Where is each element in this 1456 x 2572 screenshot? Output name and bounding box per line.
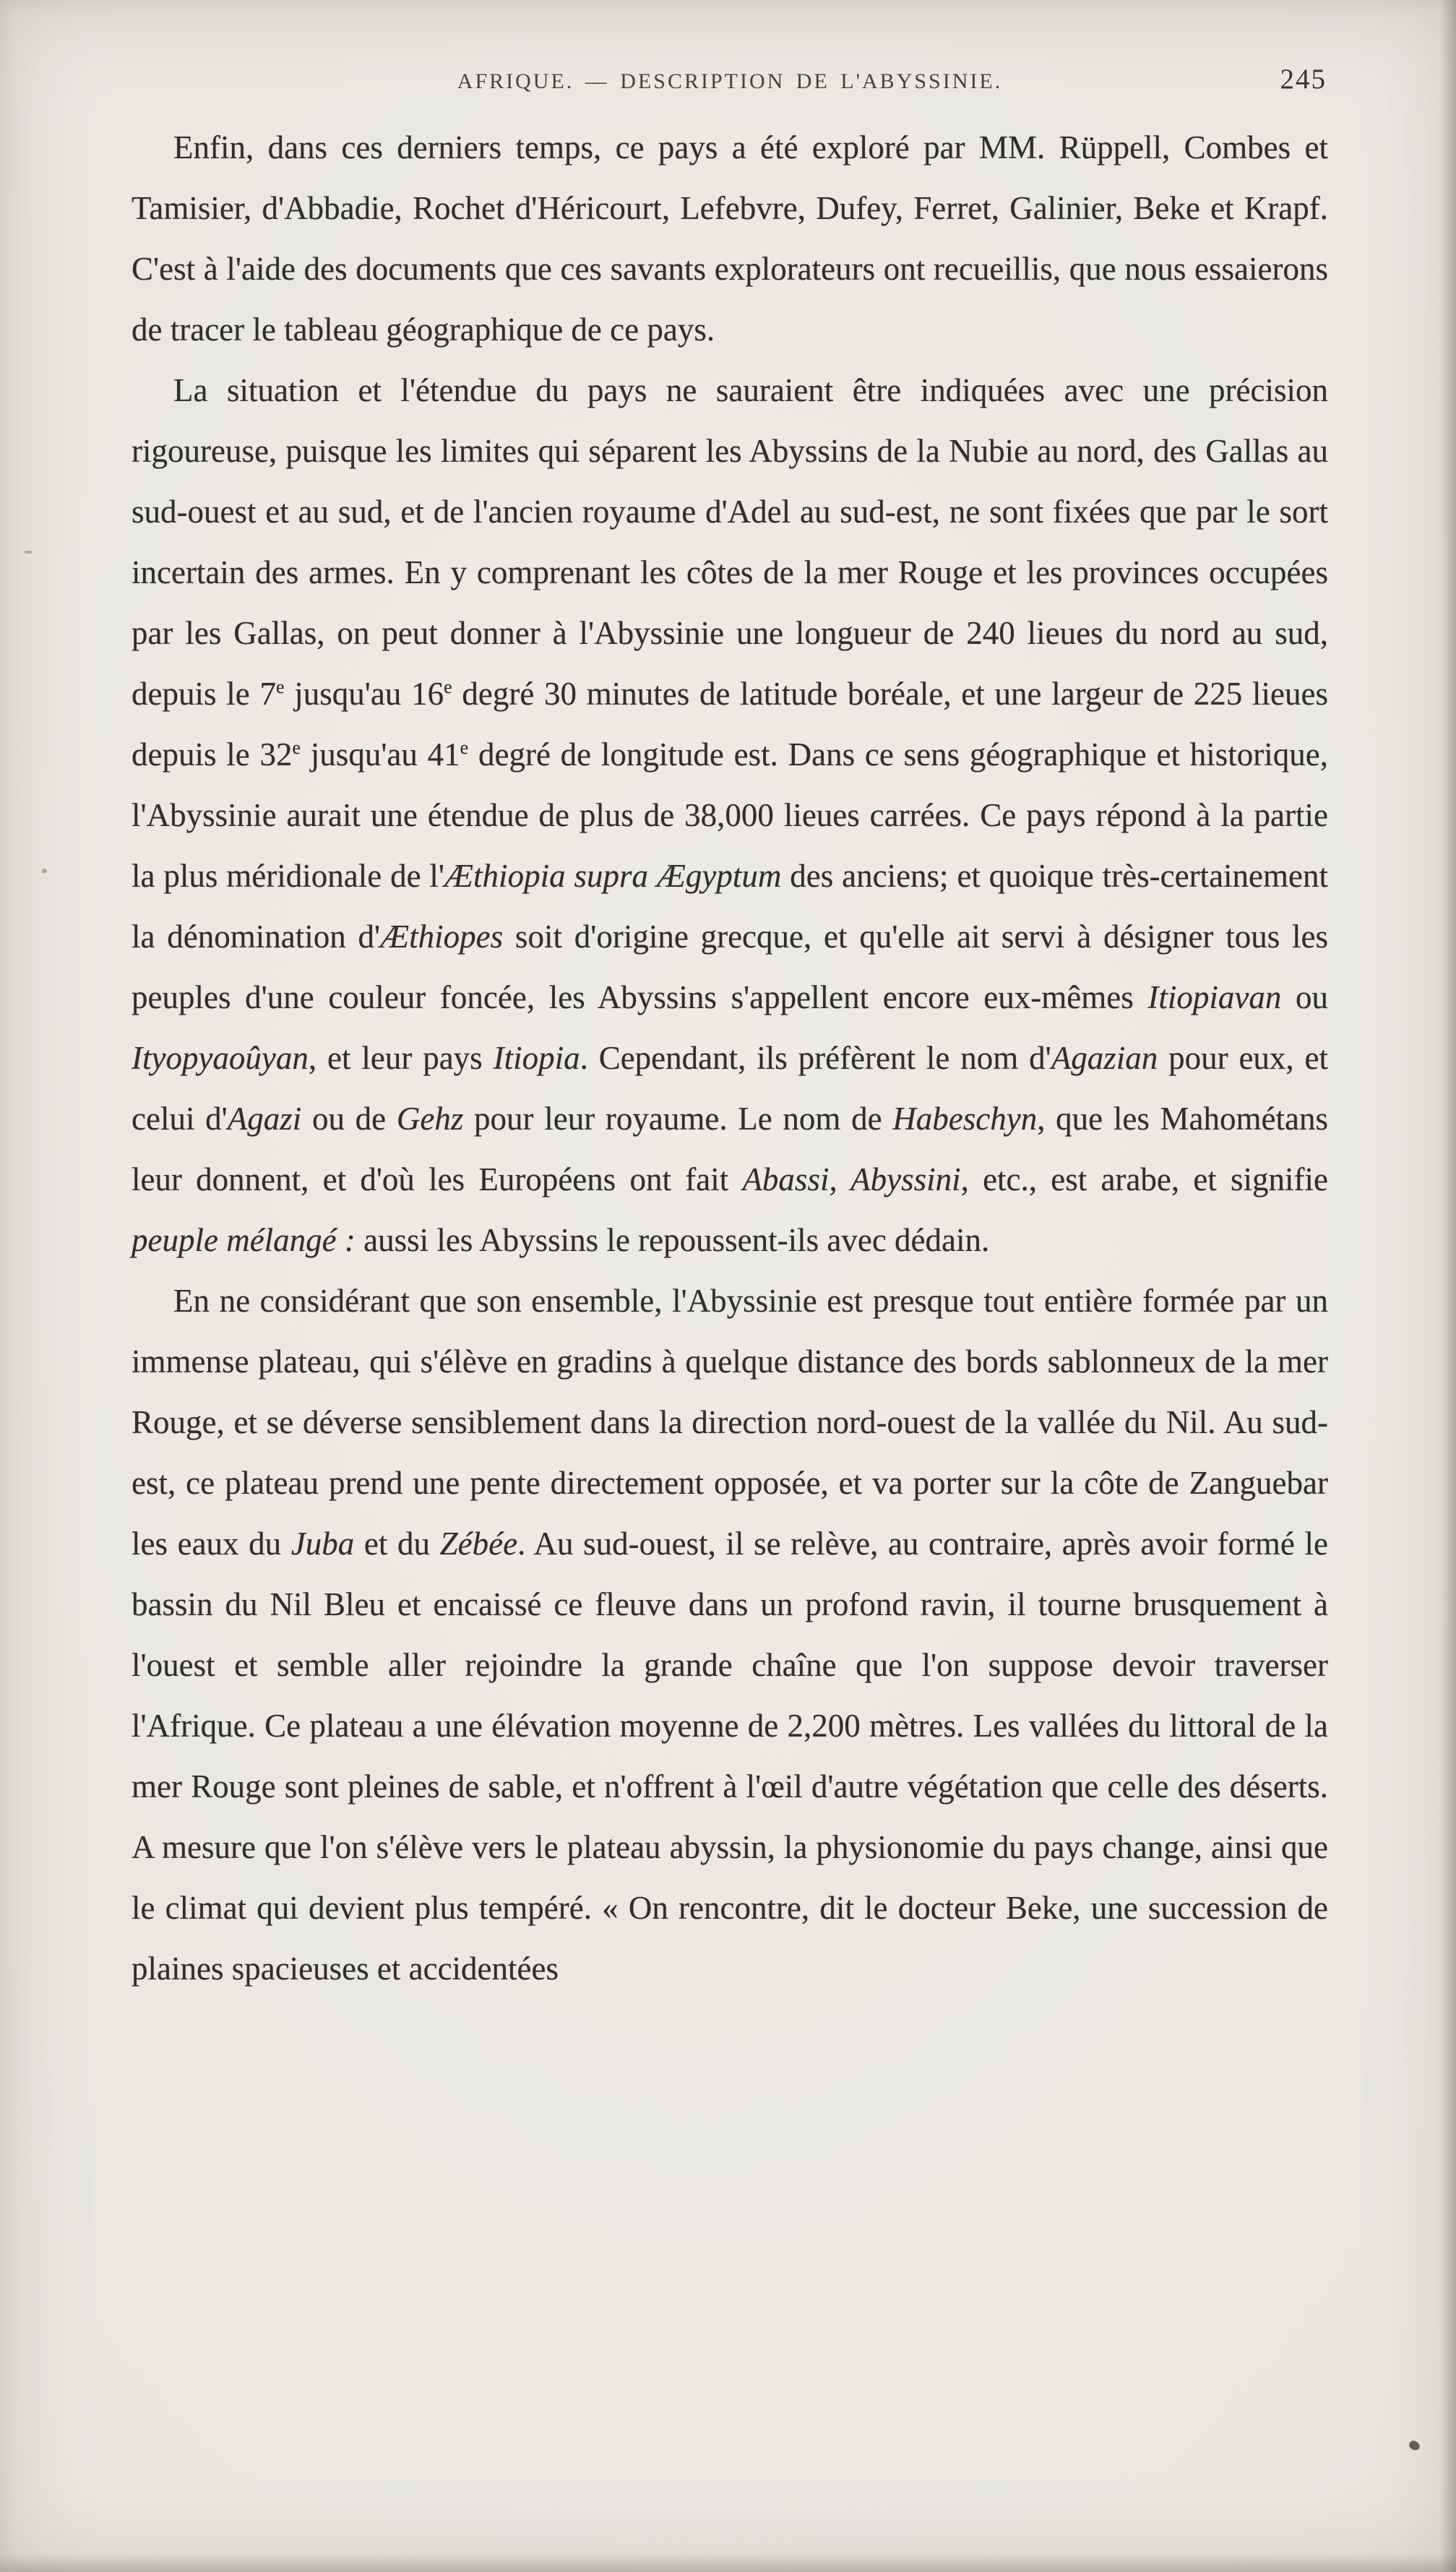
ink-speck bbox=[42, 869, 47, 873]
paragraph-exploration: Enfin, dans ces derniers temps, ce pays a été exploré par MM. Rüppell, Combes et Tamisier, d'Abbadie, Rochet d'Héricourt, Lefebvre, Dufey, Ferret, Galinier, Beke et Krapf. C'est à l'aide des documents que ces savants explorateurs ont recueillis, que nous essaierons de tracer le tableau géographique de ce pays. bbox=[132, 129, 1328, 348]
scan-edge-shadow bbox=[0, 2553, 1456, 2572]
running-head: AFRIQUE. — DESCRIPTION DE L'ABYSSINIE. bbox=[457, 69, 1003, 93]
scan-edge-shadow bbox=[1440, 0, 1456, 2572]
page-body bbox=[132, 117, 1328, 1999]
ink-speck bbox=[25, 551, 33, 554]
text-block bbox=[132, 64, 1329, 1999]
paragraph-situation-etendue: La situation et l'étendue du pays ne sauraient être indiquées avec une précision rigoureuse, puisque les limites qui séparent les Abyssins de la Nubie au nord, des Gallas au sud-ouest et au sud, et de l'ancien royaume d'Adel au sud-est, ne sont fixées que par le sort incertain des armes. En y comprenant les côtes de la mer Rouge et les provinces occupées par les Gallas, on peut donner à l'Abyssinie une longueur de 240 lieues du nord au sud, depuis le 7e jusqu'au 16e degré 30 minutes de latitude boréale, et une largeur de 225 lieues depuis le 32e jusqu'au 41e degré de longitude est. Dans ce sens géographique et historique, l'Abyssinie aurait une étendue de plus de 38,000 lieues carrées. Ce pays répond à la partie la plus méridionale de l'Æthiopia supra Ægyptum des anciens; et quoique très-certainement la dénomination d'Æthiopes soit d'origine grecque, et qu'elle ait servi à désigner tous les peuples d'une couleur foncée, les Abyssins s'appellent encore eux-mêmes Itiopiavan ou Ityopyaoûyan, et leur pays Itiopia. Cependant, ils préfèrent le nom d'Agazian pour eux, et celui d'Agazi ou de Gehz pour leur royaume. Le nom de Habeschyn, que les Mahométans leur donnent, et d'où les Européens ont fait Abassi, Abyssini, etc., est arabe, et signifie peuple mélangé : aussi les Abyssins le repoussent-ils avec dédain. bbox=[132, 372, 1329, 1258]
page-header bbox=[132, 64, 1328, 103]
paragraph-plateau: En ne considérant que son ensemble, l'Abyssinie est presque tout entière formée par un immense plateau, qui s'élève en gradins à quelque distance des bords sablonneux de la mer Rouge, et se déverse sensiblement dans la direction nord-ouest de la vallée du Nil. Au sud-est, ce plateau prend une pente directement opposée, et va porter sur la côte de Zanguebar les eaux du Juba et du Zébée. Au sud-ouest, il se relève, au contraire, après avoir formé le bassin du Nil Bleu et encaissé ce fleuve dans un profond ravin, il tourne brusquement à l'ouest et semble aller rejoindre la grande chaîne que l'on suppose devoir traverser l'Afrique. Ce plateau a une élévation moyenne de 2,200 mètres. Les vallées du littoral de la mer Rouge sont pleines de sable, et n'offrent à l'œil d'autre végétation que celle des déserts. A mesure que l'on s'élève vers le plateau abyssin, la physionomie du pays change, ainsi que le climat qui devient plus tempéré. « On rencontre, dit le docteur Beke, une succession de plaines spacieuses et accidentées bbox=[132, 1283, 1328, 1987]
page-number: 245 bbox=[1280, 64, 1327, 95]
ink-speck bbox=[1408, 2439, 1421, 2451]
